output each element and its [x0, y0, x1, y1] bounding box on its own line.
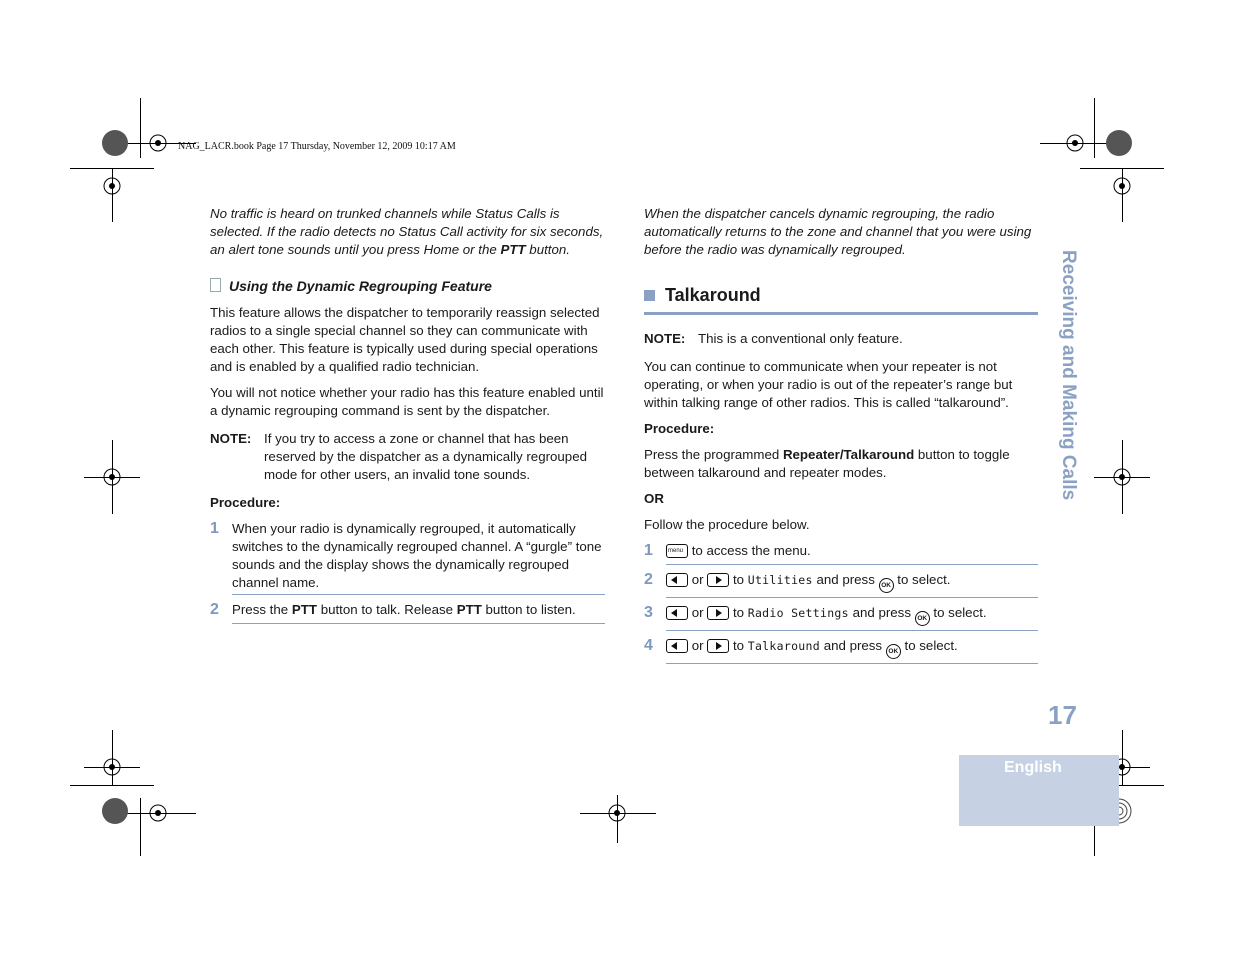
right-note [644, 330, 1038, 348]
proc-text: Press the programmed [644, 447, 783, 462]
step-to-select: to select. [933, 605, 987, 620]
chapter-side-tab [1045, 250, 1085, 540]
left-step-2 [210, 601, 605, 624]
step-ptt: PTT [456, 602, 482, 617]
note-text: This is a conventional only feature. [698, 331, 903, 346]
left-intro-text: No traffic is heard on trunked channels while Status Calls is selected. If the radio detects no Status Call activity for six seconds, an alert tone sounds until you press Home or the [210, 206, 604, 257]
left-para1: This feature allows the dispatcher to temporarily reassign selected radios to a single special channel so they can communicate with each other. This feature is typically used during special operations and is enabled by a qualified radio technician. [210, 305, 600, 374]
step-number: 2 [644, 571, 653, 588]
left-arrow-key-icon [666, 573, 688, 587]
ok-key-icon: OK [915, 611, 930, 626]
left-intro-ptt: PTT [500, 242, 526, 257]
step-to: to [732, 638, 745, 653]
right-procedure-text [644, 446, 1038, 482]
right-arrow-key-icon [707, 573, 729, 587]
or-label: OR [644, 491, 664, 506]
step-text-part: Press the [232, 602, 292, 617]
left-arrow-key-icon [666, 639, 688, 653]
left-column [210, 205, 605, 624]
left-para2: You will not notice whether your radio has this feature enabled until a dynamic regrouping command is sent by the dispatcher. [210, 385, 604, 418]
left-note [210, 430, 605, 484]
section-title [644, 286, 1038, 315]
file-info-header: NAG_LACR.book Page 17 Thursday, November 12, 2009 10:17 AM [178, 141, 456, 152]
ok-key-icon: OK [886, 644, 901, 659]
language-tab [959, 755, 1119, 826]
step-number: 1 [210, 520, 219, 537]
step-number: 3 [644, 604, 653, 621]
step-and-press: and press [852, 605, 911, 620]
step-text: When your radio is dynamically regrouped, it automatically switches to the dynamically regrouped channel. A “gurgle” tone sounds and the display shows the dynamically regrouped channel name. [232, 520, 605, 595]
step-text [232, 601, 605, 624]
page-icon [210, 278, 221, 292]
step-text-part: button to listen. [481, 602, 576, 617]
step-to: to [732, 572, 745, 587]
left-arrow-key-icon [666, 606, 688, 620]
right-step-1 [644, 542, 1038, 571]
menu-item-talkaround: Talkaround [747, 639, 820, 653]
right-step-4 [644, 637, 1038, 664]
step-to-select: to select. [904, 638, 958, 653]
right-arrow-key-icon [707, 606, 729, 620]
step-or: or [691, 572, 704, 587]
step-or: or [691, 605, 704, 620]
step-or: or [691, 638, 704, 653]
menu-key-label: menu [668, 548, 684, 554]
note-label: NOTE: [210, 431, 252, 446]
left-step-1 [210, 520, 605, 601]
proc-text: button to toggle between talkaround and repeater modes. [644, 447, 1010, 480]
step-number: 4 [644, 637, 653, 654]
left-intro [210, 205, 605, 259]
subheading [210, 277, 605, 296]
step-number: 2 [210, 601, 219, 618]
procedure-label: Procedure: [644, 421, 715, 436]
right-step-3 [644, 604, 1038, 637]
repeater-talkaround-button-label: Repeater/Talkaround [782, 447, 915, 462]
language-label: English [1004, 759, 1062, 776]
step-text [666, 604, 1038, 631]
menu-item-utilities: Utilities [747, 573, 813, 587]
section-square-icon [644, 290, 655, 301]
chapter-title: Receiving and Making Calls [1058, 250, 1079, 501]
right-arrow-key-icon [707, 639, 729, 653]
ok-key-icon: OK [879, 578, 894, 593]
section-title-text: Talkaround [665, 285, 761, 305]
menu-key-icon [666, 544, 688, 558]
step-text [666, 637, 1038, 664]
procedure-label: Procedure: [210, 495, 281, 510]
step-to: to [732, 605, 745, 620]
subheading-text: Using the Dynamic Regrouping Feature [229, 278, 492, 294]
right-para1: You can continue to communicate when your repeater is not operating, or when your radio is out of the repeater’s range but within talking range of other radios. This is called “talkaround”. [644, 359, 1013, 410]
step-and-press: and press [823, 638, 883, 653]
left-intro-end: button. [525, 242, 570, 257]
step-text-part: to access the menu. [691, 543, 811, 558]
right-column [644, 330, 1038, 664]
step-text [666, 571, 1038, 598]
step-number: 1 [644, 542, 653, 559]
right-step-2 [644, 571, 1038, 604]
step-text-part: button to talk. Release [317, 602, 457, 617]
step-ptt: PTT [291, 602, 317, 617]
step-and-press: and press [816, 572, 875, 587]
page-number: 17 [1048, 700, 1077, 730]
step-to-select: to select. [897, 572, 951, 587]
right-intro: When the dispatcher cancels dynamic regrouping, the radio automatically returns to the zone and channel that you were using before the radio was dynamically regrouped. [644, 206, 1032, 257]
note-text: If you try to access a zone or channel that has been reserved by the dispatcher as a dynamically regrouped mode for other users, an invalid tone sounds. [264, 431, 587, 482]
menu-item-radio-settings: Radio Settings [747, 606, 849, 620]
note-label: NOTE: [644, 331, 686, 346]
follow-text: Follow the procedure below. [644, 517, 810, 532]
step-text [666, 542, 1038, 565]
